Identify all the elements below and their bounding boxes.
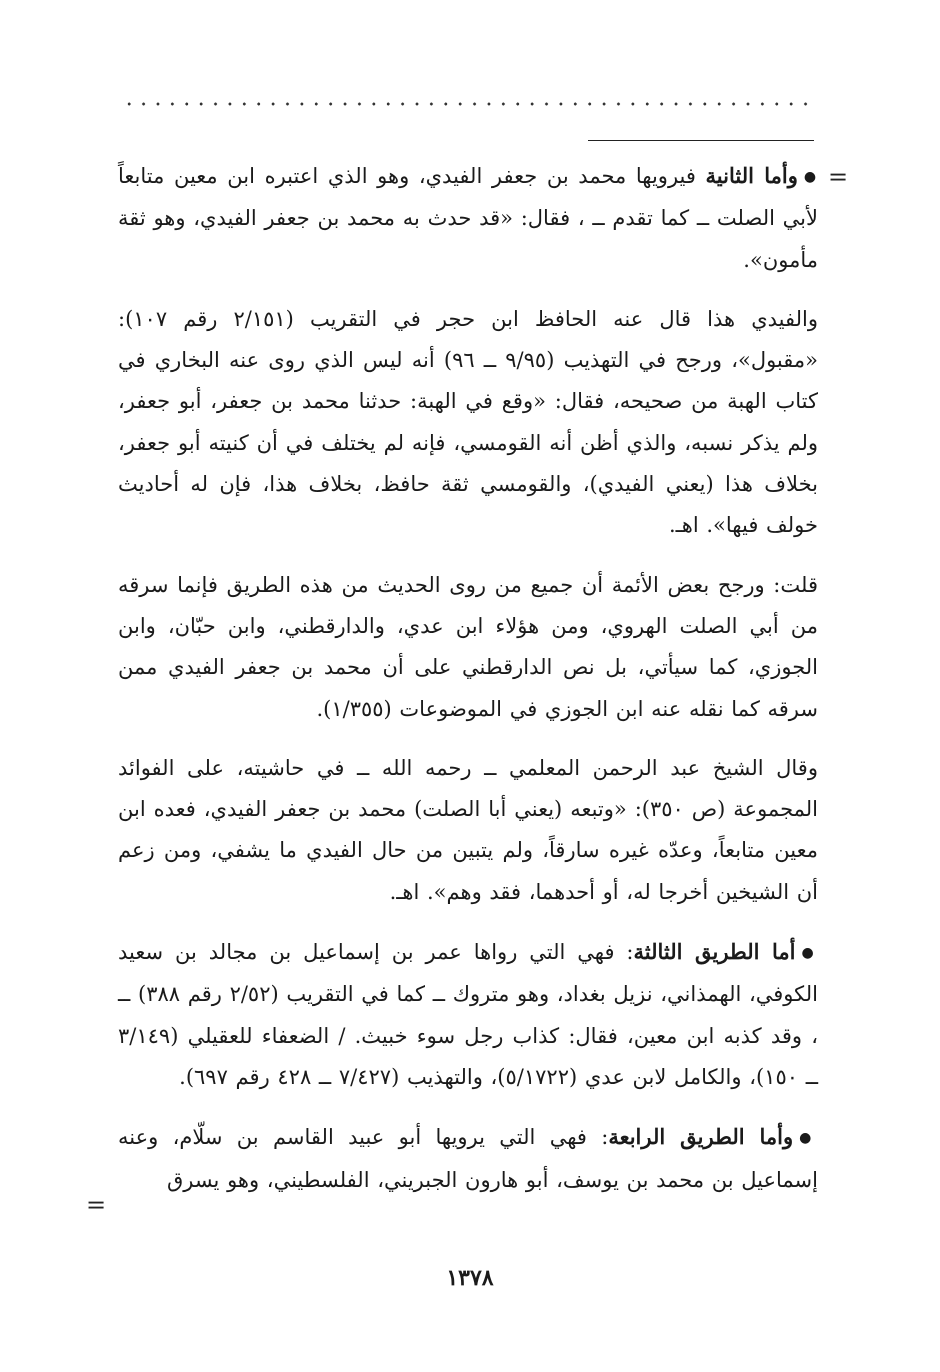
paragraph-6 xyxy=(118,1116,818,1201)
paragraph-text: : فهي التي رواها عمر بن إسماعيل بن مجالد بن سعيد الكوفي، الهمذاني، نزيل بغداد، وهو متروك ــ كما في التقريب (٢/٥٢ رقم ٣٨٨) ــ ، وقد كذبه ابن معين، فقال: كذاب رجل سوء خبيث. / الضعفاء للعقيلي (٣/١٤٩ ــ ١٥٠)، والكامل لابن عدي (٥/١٧٢٢)، والتهذيب (٧/٤٢٧ ــ ٤٢٨ رقم ٦٩٧). xyxy=(118,940,818,1089)
bullet-icon: ● xyxy=(801,945,818,962)
page-number: ١٣٧٨ xyxy=(446,1265,494,1291)
paragraph-1 xyxy=(118,155,818,281)
margin-mark-bottom: = xyxy=(86,1191,107,1219)
paragraph-text: : فهي التي يرويها أبو عبيد القاسم بن سلّام، وعنه إسماعيل بن محمد بن يوسف، أبو هارون الجبريني، الفلسطيني، وهو يسرق xyxy=(118,1125,818,1192)
paragraph-text: والفيدي هذا قال عنه الحافظ ابن حجر في التقريب (٢/١٥١ رقم ١٠٧): «مقبول»، ورجح في التهذيب (٩/٩٥ ــ ٩٦) أنه ليس الذي روى عنه البخاري في كتاب الهبة من صحيحه، فقال: «وقع في الهبة: حدثنا محمد بن جعفر، أبو جعفر، ولم يذكر نسبه، والذي أظن أنه القومسي، فإنه لم يختلف في أن كنيته أبو جعفر، بخلاف هذا (يعني الفيدي)، والقومسي ثقة حافظ، بخلاف هذا، فإن له أحاديث خولف فيها». اهـ. xyxy=(118,306,818,538)
margin-mark-top: = xyxy=(828,163,849,191)
page-body xyxy=(118,155,818,1219)
paragraph-text: فيرويها محمد بن جعفر الفيدي، وهو الذي اعتبره ابن معين متابعاً لأبي الصلت ــ كما تقدم ــ ، فقال: «قد حدث به محمد بن جعفر الفيدي، وهو ثقة مأمون». xyxy=(118,164,818,272)
paragraph-text: وقال الشيخ عبد الرحمن المعلمي ــ رحمه الله ــ في حاشيته، على الفوائد المجموعة (ص ٣٥٠): «وتبعه (يعني أبا الصلت) محمد بن جعفر الفيدي، فعده ابن معين متابعاً، وعدّه غيره سارقاً، ولم يتبين من حال الفيدي ما يشفي، ومن زعم أن الشيخين أخرجا له، أو أحدهما، فقد وهم». اهـ. xyxy=(118,755,819,904)
paragraph-4 xyxy=(118,748,818,913)
paragraph-lead: وأما الثانية xyxy=(705,163,798,188)
paragraph-lead: أما الطريق الثالثة xyxy=(633,939,796,965)
bullet-icon: ● xyxy=(799,1130,818,1147)
header-rule xyxy=(588,140,814,141)
paragraph-2 xyxy=(118,299,818,547)
bullet-icon: ● xyxy=(803,169,819,185)
paragraph-lead: وأما الطريق الرابعة xyxy=(608,1124,794,1150)
paragraph-3 xyxy=(118,565,818,730)
paragraph-text: قلت: ورجح بعض الأئمة أن جميع من روى الحديث من هذه الطريق فإنما سرقه من أبي الصلت الهروي، ومن هؤلاء ابن عدي، والدارقطني، وابن حبّان، وابن الجوزي، كما سيأتي، بل نص الدارقطني على أن محمد بن جعفر الفيدي ممن سرقه كما نقله عنه ابن الجوزي في الموضوعات (١/٣٥٥). xyxy=(118,572,818,721)
dotted-separator xyxy=(122,100,812,108)
paragraph-5 xyxy=(118,931,818,1098)
